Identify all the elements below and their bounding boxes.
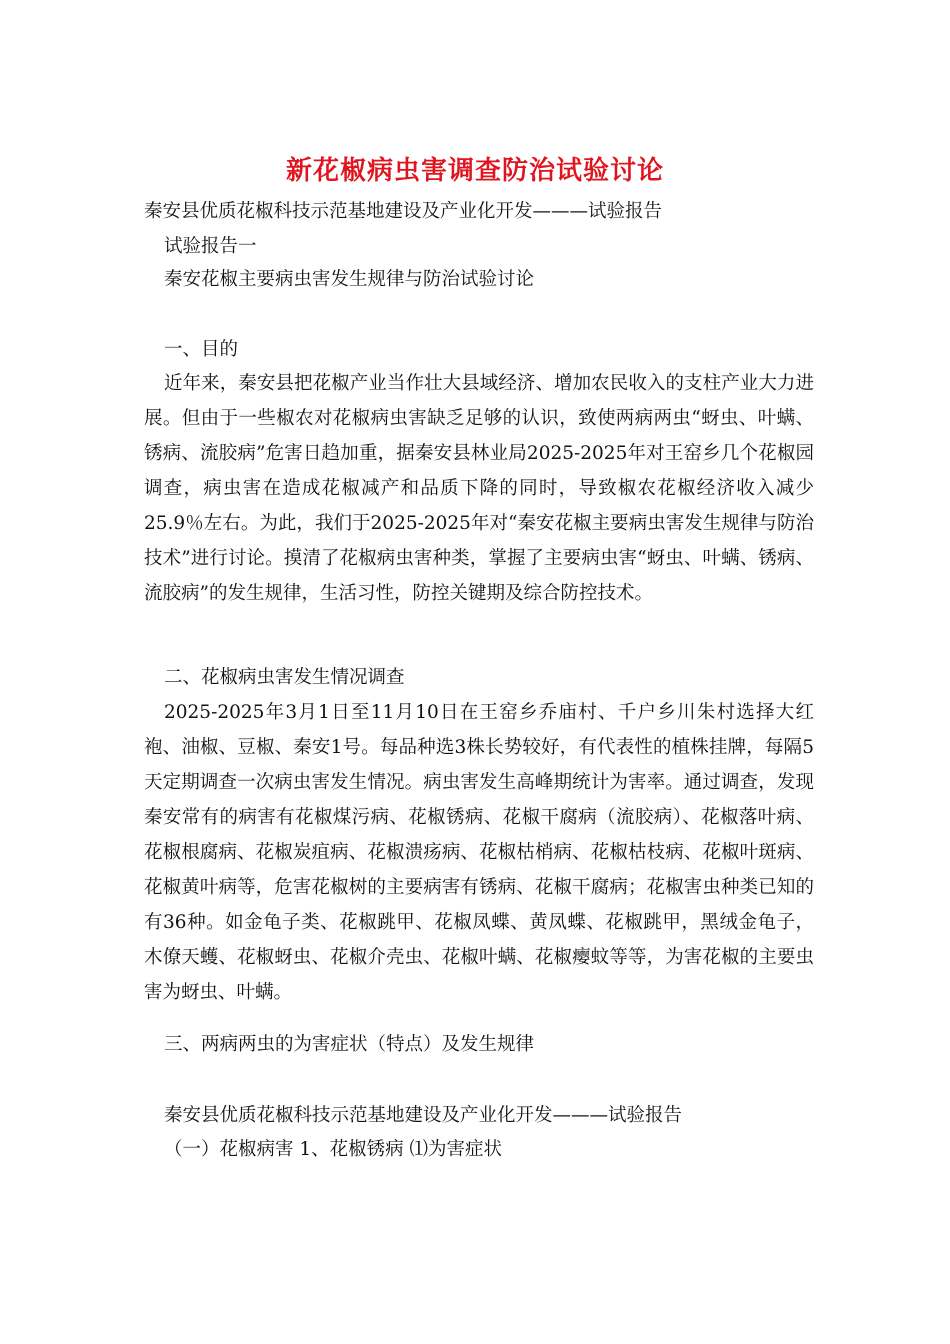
section-2-heading: 二、花椒病虫害发生情况调查 <box>164 667 405 688</box>
document-subtitle-repeat: 秦安县优质花椒科技示范基地建设及产业化开发———试验报告 <box>164 1105 683 1126</box>
section-1-paragraph: 近年来，秦安县把花椒产业当作壮大县域经济、增加农民收入的支柱产业大力进展。但由于一些椒农对花椒病虫害缺乏足够的认识，致使两病两虫“蚜虫、叶螨、锈病、流胶病”危害日趋加重，据秦安县林业局2025-2025年对王窑乡几个花椒园调查，病虫害在造成花椒减产和品质下降的同时，导致椒农花椒经济收入减少25.9％左右。为此，我们于2025-2025年对“秦安花椒主要病虫害发生规律与防治技术”进行讨论。摸清了花椒病虫害种类，掌握了主要病虫害“蚜虫、叶螨、锈病、流胶病”的发生规律，生活习性，防控关键期及综合防控技术。 <box>144 373 814 604</box>
document-title: 新花椒病虫害调查防治试验讨论 <box>285 156 664 186</box>
subsection-heading: （一）花椒病害 1、花椒锈病 ⑴为害症状 <box>164 1139 503 1160</box>
document-subtitle: 秦安县优质花椒科技示范基地建设及产业化开发———试验报告 <box>144 201 663 222</box>
section-2-paragraph: 2025-2025年3月1日至11月10日在王窑乡乔庙村、千户乡川朱村选择大红袍、油椒、豆椒、秦安1号。每品种选3株长势较好，有代表性的植株挂牌，每隔5天定期调查一次病虫害发生情况。病虫害发生高峰期统计为害率。通过调查，发现秦安常有的病害有花椒煤污病、花椒锈病、花椒干腐病（流胶病）、花椒落叶病、花椒根腐病、花椒炭疽病、花椒溃疡病、花椒枯梢病、花椒枯枝病、花椒叶斑病、花椒黄叶病等，危害花椒树的主要病害有锈病、花椒干腐病；花椒害虫种类已知的有36种。如金龟子类、花椒跳甲、花椒凤蝶、黄凤蝶、花椒跳甲，黑绒金龟子，木僚天蠖、花椒蚜虫、花椒介壳虫、花椒叶螨、花椒瘿蚊等等，为害花椒的主要虫害为蚜虫、叶螨。 <box>144 702 814 1003</box>
report-title: 秦安花椒主要病虫害发生规律与防治试验讨论 <box>164 269 535 290</box>
report-label: 试验报告一 <box>164 236 257 257</box>
section-3-heading: 三、两病两虫的为害症状（特点）及发生规律 <box>164 1034 535 1055</box>
section-1-heading: 一、目的 <box>164 339 239 360</box>
